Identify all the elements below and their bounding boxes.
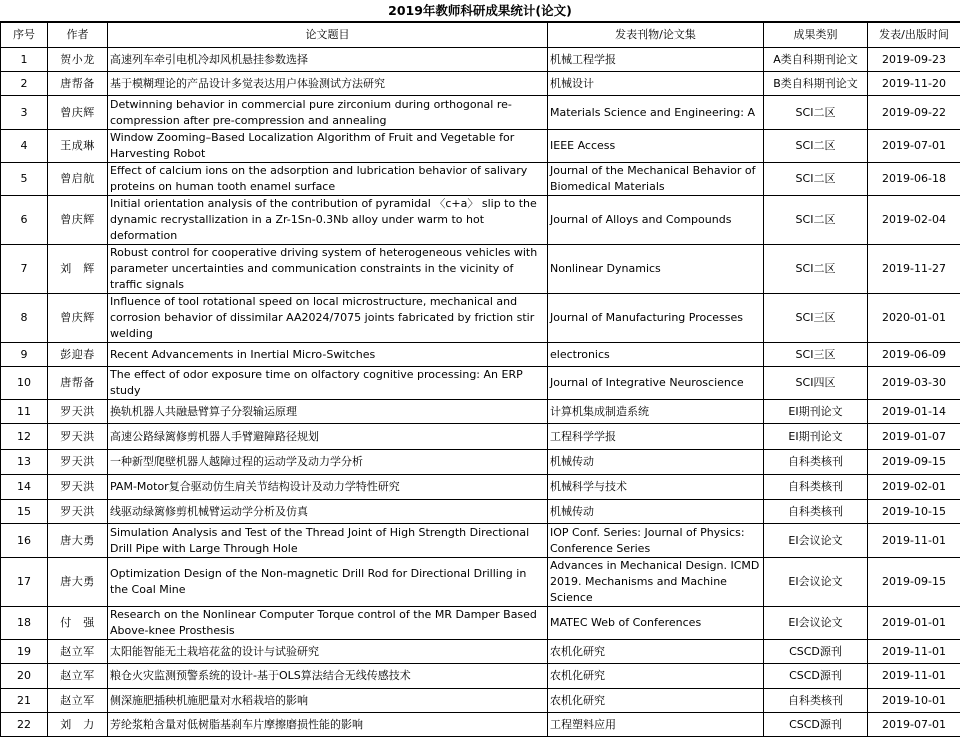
cell-author: 唐帮备 xyxy=(48,367,108,400)
cell-category: EI会议论文 xyxy=(764,524,868,558)
cell-index: 13 xyxy=(1,450,48,475)
table-row xyxy=(1,294,960,343)
cell-journal: 农机化研究 xyxy=(548,640,764,664)
cell-category: CSCD源刊 xyxy=(764,640,868,664)
cell-author: 曾庆辉 xyxy=(48,96,108,130)
cell-author: 罗天洪 xyxy=(48,500,108,524)
cell-category: 自科类核刊 xyxy=(764,450,868,475)
cell-author: 唐帮备 xyxy=(48,72,108,96)
cell-author: 贺小龙 xyxy=(48,48,108,72)
cell-author: 王成琳 xyxy=(48,130,108,163)
cell-title: PAM-Motor复合驱动仿生肩关节结构设计及动力学特性研究 xyxy=(108,475,548,500)
cell-category: CSCD源刊 xyxy=(764,713,868,737)
cell-title: Robust control for cooperative driving system of heterogeneous vehicles with parameter uncertainties and communication constraints in the vicinity of traffic signals xyxy=(108,245,548,294)
cell-journal: 机械工程学报 xyxy=(548,48,764,72)
cell-author: 赵立军 xyxy=(48,689,108,713)
cell-date: 2020-01-01 xyxy=(868,294,960,343)
cell-journal: Journal of Manufacturing Processes xyxy=(548,294,764,343)
cell-title: Recent Advancements in Inertial Micro-Switches xyxy=(108,343,548,367)
cell-index: 11 xyxy=(1,400,48,424)
cell-date: 2019-10-01 xyxy=(868,689,960,713)
cell-author: 刘 辉 xyxy=(48,245,108,294)
cell-index: 8 xyxy=(1,294,48,343)
header-index: 序号 xyxy=(1,23,48,48)
cell-date: 2019-09-23 xyxy=(868,48,960,72)
table-row xyxy=(1,367,960,400)
header-row xyxy=(1,23,960,48)
cell-index: 4 xyxy=(1,130,48,163)
cell-index: 15 xyxy=(1,500,48,524)
table-row xyxy=(1,664,960,689)
cell-journal: 农机化研究 xyxy=(548,689,764,713)
cell-journal: electronics xyxy=(548,343,764,367)
cell-index: 18 xyxy=(1,607,48,640)
cell-journal: Journal of the Mechanical Behavior of Biomedical Materials xyxy=(548,163,764,196)
cell-title: 高速公路绿篱修剪机器人手臂避障路径规划 xyxy=(108,424,548,450)
cell-category: SCI四区 xyxy=(764,367,868,400)
cell-author: 唐大勇 xyxy=(48,524,108,558)
cell-author: 赵立军 xyxy=(48,640,108,664)
table-row xyxy=(1,48,960,72)
cell-category: A类自科期刊论文 xyxy=(764,48,868,72)
cell-date: 2019-07-01 xyxy=(868,130,960,163)
cell-date: 2019-11-01 xyxy=(868,524,960,558)
cell-category: SCI三区 xyxy=(764,343,868,367)
cell-date: 2019-06-18 xyxy=(868,163,960,196)
header-category: 成果类别 xyxy=(764,23,868,48)
cell-journal: 机械设计 xyxy=(548,72,764,96)
cell-title: 换轨机器人共融悬臂算子分裂输运原理 xyxy=(108,400,548,424)
cell-date: 2019-09-15 xyxy=(868,450,960,475)
cell-index: 5 xyxy=(1,163,48,196)
cell-author: 罗天洪 xyxy=(48,424,108,450)
cell-index: 14 xyxy=(1,475,48,500)
table-row xyxy=(1,607,960,640)
cell-index: 1 xyxy=(1,48,48,72)
cell-title: 太阳能智能无土栽培花盆的设计与试验研究 xyxy=(108,640,548,664)
cell-index: 7 xyxy=(1,245,48,294)
cell-index: 9 xyxy=(1,343,48,367)
cell-date: 2019-09-15 xyxy=(868,558,960,607)
header-author: 作者 xyxy=(48,23,108,48)
cell-category: EI期刊论文 xyxy=(764,400,868,424)
cell-date: 2019-03-30 xyxy=(868,367,960,400)
table-row xyxy=(1,475,960,500)
cell-title: Research on the Nonlinear Computer Torque control of the MR Damper Based Above-knee Prosthesis xyxy=(108,607,548,640)
cell-journal: 计算机集成制造系统 xyxy=(548,400,764,424)
cell-journal: 机械传动 xyxy=(548,500,764,524)
cell-journal: MATEC Web of Conferences xyxy=(548,607,764,640)
table-row xyxy=(1,400,960,424)
cell-author: 刘 力 xyxy=(48,713,108,737)
cell-journal: 农机化研究 xyxy=(548,664,764,689)
cell-title: Window Zooming–Based Localization Algorithm of Fruit and Vegetable for Harvesting Robot xyxy=(108,130,548,163)
cell-title: 基于模糊理论的产品设计多觉表达用户体验测试方法研究 xyxy=(108,72,548,96)
cell-category: B类自科期刊论文 xyxy=(764,72,868,96)
cell-journal: 工程科学学报 xyxy=(548,424,764,450)
cell-date: 2019-02-01 xyxy=(868,475,960,500)
cell-category: 自科类核刊 xyxy=(764,500,868,524)
cell-title: 一种新型爬壁机器人越障过程的运动学及动力学分析 xyxy=(108,450,548,475)
cell-category: SCI三区 xyxy=(764,294,868,343)
table-row xyxy=(1,72,960,96)
cell-category: SCI二区 xyxy=(764,130,868,163)
cell-date: 2019-11-01 xyxy=(868,664,960,689)
cell-index: 6 xyxy=(1,196,48,245)
cell-index: 16 xyxy=(1,524,48,558)
cell-title: Simulation Analysis and Test of the Thread Joint of High Strength Directional Drill Pipe with Large Through Hole xyxy=(108,524,548,558)
cell-category: SCI二区 xyxy=(764,96,868,130)
cell-journal: 机械科学与技术 xyxy=(548,475,764,500)
cell-category: EI会议论文 xyxy=(764,558,868,607)
cell-journal: Nonlinear Dynamics xyxy=(548,245,764,294)
cell-category: SCI二区 xyxy=(764,196,868,245)
cell-title: Initial orientation analysis of the contribution of pyramidal 〈c+a〉 slip to the dynamic recrystallization in a Zr-1Sn-0.3Nb alloy under warm to hot deformation xyxy=(108,196,548,245)
cell-category: 自科类核刊 xyxy=(764,689,868,713)
cell-date: 2019-11-20 xyxy=(868,72,960,96)
cell-title: 芳纶浆粕含量对低树脂基刹车片摩擦磨损性能的影响 xyxy=(108,713,548,737)
cell-category: 自科类核刊 xyxy=(764,475,868,500)
cell-author: 付 强 xyxy=(48,607,108,640)
cell-category: SCI二区 xyxy=(764,245,868,294)
cell-title: 线驱动绿篱修剪机械臂运动学分析及仿真 xyxy=(108,500,548,524)
table-row xyxy=(1,689,960,713)
cell-journal: Advances in Mechanical Design. ICMD 2019. Mechanisms and Machine Science xyxy=(548,558,764,607)
cell-author: 罗天洪 xyxy=(48,400,108,424)
cell-date: 2019-07-01 xyxy=(868,713,960,737)
cell-index: 22 xyxy=(1,713,48,737)
papers-table xyxy=(0,22,960,737)
cell-title: 粮仓火灾监测预警系统的设计-基于OLS算法结合无线传感技术 xyxy=(108,664,548,689)
cell-date: 2019-11-27 xyxy=(868,245,960,294)
table-row xyxy=(1,500,960,524)
cell-date: 2019-06-09 xyxy=(868,343,960,367)
table-row xyxy=(1,558,960,607)
cell-journal: Materials Science and Engineering: A xyxy=(548,96,764,130)
cell-title: 高速列车牵引电机冷却风机悬挂参数选择 xyxy=(108,48,548,72)
table-row xyxy=(1,424,960,450)
cell-author: 曾启航 xyxy=(48,163,108,196)
cell-index: 2 xyxy=(1,72,48,96)
cell-title: Influence of tool rotational speed on local microstructure, mechanical and corrosion behavior of dissimilar AA2024/7075 joints fabricated by friction stir welding xyxy=(108,294,548,343)
header-title: 论文题目 xyxy=(108,23,548,48)
sheet-title: 2019年教师科研成果统计(论文) xyxy=(0,0,960,22)
cell-category: EI会议论文 xyxy=(764,607,868,640)
cell-date: 2019-10-15 xyxy=(868,500,960,524)
cell-date: 2019-01-07 xyxy=(868,424,960,450)
cell-title: 侧深施肥插秧机施肥量对水稻栽培的影响 xyxy=(108,689,548,713)
header-date: 发表/出版时间 xyxy=(868,23,960,48)
cell-journal: Journal of Alloys and Compounds xyxy=(548,196,764,245)
table-row xyxy=(1,450,960,475)
cell-date: 2019-11-01 xyxy=(868,640,960,664)
cell-index: 21 xyxy=(1,689,48,713)
table-row xyxy=(1,245,960,294)
cell-category: SCI二区 xyxy=(764,163,868,196)
cell-date: 2019-01-14 xyxy=(868,400,960,424)
table-row xyxy=(1,163,960,196)
cell-title: Detwinning behavior in commercial pure zirconium during orthogonal re-compression after pre-compression and annealing xyxy=(108,96,548,130)
cell-title: Optimization Design of the Non-magnetic Drill Rod for Directional Drilling in the Coal Mine xyxy=(108,558,548,607)
cell-date: 2019-02-04 xyxy=(868,196,960,245)
table-row xyxy=(1,343,960,367)
cell-journal: 工程塑料应用 xyxy=(548,713,764,737)
cell-author: 罗天洪 xyxy=(48,450,108,475)
table-row xyxy=(1,524,960,558)
cell-date: 2019-09-22 xyxy=(868,96,960,130)
cell-index: 20 xyxy=(1,664,48,689)
cell-index: 10 xyxy=(1,367,48,400)
cell-category: CSCD源刊 xyxy=(764,664,868,689)
cell-author: 罗天洪 xyxy=(48,475,108,500)
table-row xyxy=(1,713,960,737)
cell-journal: Journal of Integrative Neuroscience xyxy=(548,367,764,400)
cell-author: 唐大勇 xyxy=(48,558,108,607)
cell-journal: IOP Conf. Series: Journal of Physics: Conference Series xyxy=(548,524,764,558)
cell-index: 12 xyxy=(1,424,48,450)
cell-category: EI期刊论文 xyxy=(764,424,868,450)
table-row xyxy=(1,640,960,664)
cell-journal: IEEE Access xyxy=(548,130,764,163)
cell-title: Effect of calcium ions on the adsorption and lubrication behavior of salivary proteins on human tooth enamel surface xyxy=(108,163,548,196)
cell-journal: 机械传动 xyxy=(548,450,764,475)
cell-author: 赵立军 xyxy=(48,664,108,689)
cell-author: 曾庆辉 xyxy=(48,196,108,245)
cell-date: 2019-01-01 xyxy=(868,607,960,640)
cell-index: 17 xyxy=(1,558,48,607)
table-row xyxy=(1,96,960,130)
table-row xyxy=(1,196,960,245)
cell-title: The effect of odor exposure time on olfactory cognitive processing: An ERP study xyxy=(108,367,548,400)
cell-index: 19 xyxy=(1,640,48,664)
cell-index: 3 xyxy=(1,96,48,130)
cell-author: 彭迎春 xyxy=(48,343,108,367)
table-row xyxy=(1,130,960,163)
header-journal: 发表刊物/论文集 xyxy=(548,23,764,48)
cell-author: 曾庆辉 xyxy=(48,294,108,343)
